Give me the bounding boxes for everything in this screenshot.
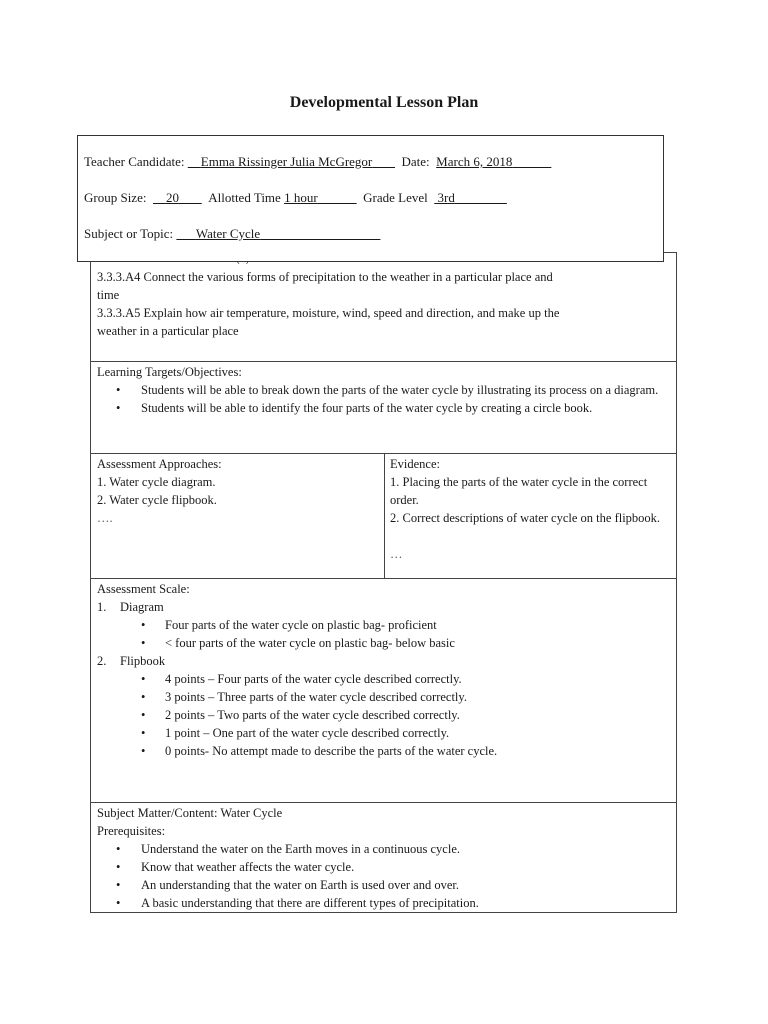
evidence-cell	[390, 455, 675, 563]
subject-label: Subject or Topic:	[84, 226, 174, 241]
assessment-approaches-cell	[97, 455, 382, 527]
header-info-box	[77, 135, 664, 262]
list-number: 2.	[97, 654, 107, 668]
prerequisites-label: Prerequisites:	[97, 824, 166, 838]
group-size-value: 20	[165, 190, 179, 205]
standard-line: 3.3.3.A5 Explain how air temperature, moisture, wind, speed and direction, and make up the	[97, 306, 560, 320]
list-item: 1. Water cycle diagram.	[97, 475, 216, 489]
evidence-item: 1. Placing the parts of the water cycle in the correct order.	[390, 475, 648, 507]
list-number: 1.	[97, 600, 107, 614]
ellipsis-text: …	[390, 547, 403, 561]
subject-row	[84, 226, 380, 242]
subject-value: Water Cycle	[195, 226, 261, 241]
subject-matter-cell	[97, 804, 672, 912]
diagram-criteria-list	[97, 616, 672, 652]
subject-matter-label: Subject Matter/Content: Water Cycle	[97, 806, 283, 820]
evidence-label: Evidence:	[390, 457, 440, 471]
teacher-row	[84, 154, 551, 170]
objectives-cell	[97, 363, 672, 417]
list-item: • 0 points- No attempt made to describe the parts of the water cycle.	[97, 742, 672, 760]
objectives-list	[97, 381, 672, 417]
assessment-scale-cell	[97, 580, 672, 760]
objectives-label: Learning Targets/Objectives:	[97, 365, 242, 379]
list-item: 2. Water cycle flipbook.	[97, 493, 217, 507]
scale-diagram-label: Diagram	[120, 600, 164, 614]
list-item: • 1 point – One part of the water cycle described correctly.	[97, 724, 672, 742]
row-divider	[91, 361, 676, 362]
group-size-label: Group Size:	[84, 190, 147, 205]
flipbook-criteria-list	[97, 670, 672, 760]
standard-line: weather in a particular place	[97, 324, 239, 338]
page-title: Developmental Lesson Plan	[289, 94, 479, 111]
list-item: • Know that weather affects the water cycle.	[97, 858, 672, 876]
standard-line: time	[97, 288, 120, 302]
row-divider	[91, 578, 676, 579]
teacher-value: Emma Rissinger Julia McGregor	[200, 154, 373, 169]
scale-flipbook-label: Flipbook	[120, 654, 166, 668]
standard-line: 3.3.3.A4 Connect the various forms of precipitation to the weather in a particular place and	[97, 270, 553, 284]
teacher-label: Teacher Candidate:	[84, 154, 185, 169]
list-item: • 3 points – Three parts of the water cycle described correctly.	[97, 688, 672, 706]
grade-level-value: 3rd	[437, 190, 455, 205]
prerequisites-list	[97, 840, 672, 912]
list-item: • A basic understanding that there are different types of precipitation.	[97, 894, 672, 912]
lesson-plan-table	[90, 252, 677, 913]
list-item: • Understand the water on the Earth moves in a continuous cycle.	[97, 840, 672, 858]
list-item: • 4 points – Four parts of the water cycle described correctly.	[97, 670, 672, 688]
scale-flipbook-heading	[97, 652, 672, 670]
allotted-time-label: Allotted Time	[208, 190, 281, 205]
assessment-approaches-label: Assessment Approaches:	[97, 457, 222, 471]
date-value: March 6, 2018	[436, 154, 513, 169]
standards-cell	[97, 252, 672, 340]
scale-diagram-heading	[97, 598, 672, 616]
list-item: • < four parts of the water cycle on plastic bag- below basic	[97, 634, 672, 652]
assessment-scale-label: Assessment Scale:	[97, 582, 190, 596]
group-row	[84, 190, 507, 206]
grade-level-label: Grade Level	[363, 190, 428, 205]
list-item: • Students will be able to identify the four parts of the water cycle by creating a circle book.	[97, 399, 672, 417]
date-label: Date:	[401, 154, 430, 169]
list-item: • Four parts of the water cycle on plastic bag- proficient	[97, 616, 672, 634]
row-divider	[91, 802, 676, 803]
allotted-time-value: 1 hour	[284, 190, 318, 205]
list-item: • An understanding that the water on Earth is used over and over.	[97, 876, 672, 894]
evidence-item: 2. Correct descriptions of water cycle on the flipbook.	[390, 511, 661, 525]
list-item: • 2 points – Two parts of the water cycle described correctly.	[97, 706, 672, 724]
list-item: • Students will be able to break down the parts of the water cycle by illustrating its process on a diagram.	[97, 381, 672, 399]
column-divider	[384, 453, 385, 578]
ellipsis-text: ….	[97, 511, 113, 525]
